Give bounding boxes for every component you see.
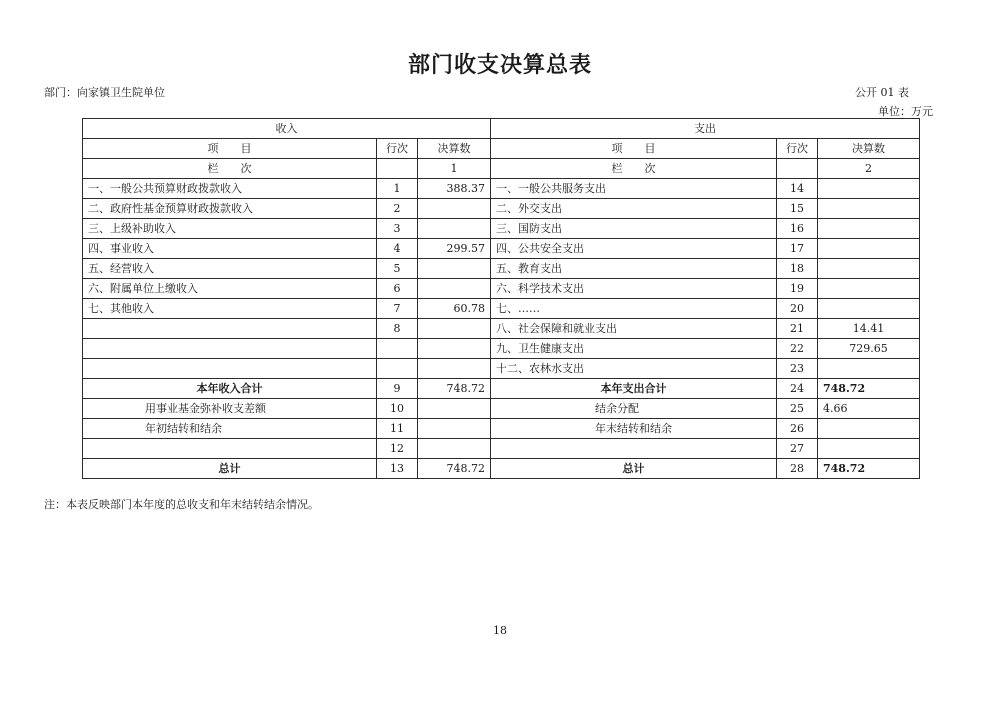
table-body (83, 119, 920, 479)
income-item (83, 319, 377, 339)
income-item: 三、上级补助收入 (83, 219, 377, 239)
income-item (83, 339, 377, 359)
blank-row (83, 439, 920, 459)
income-column-label: 栏 次 (83, 159, 377, 179)
fund-amount (418, 399, 491, 419)
income-amount: 299.57 (418, 239, 491, 259)
income-item: 五、经营收入 (83, 259, 377, 279)
expense-column-label: 栏 次 (491, 159, 777, 179)
table-row (83, 179, 920, 199)
blank-income-row: 12 (377, 439, 418, 459)
expense-item: 四、公共安全支出 (491, 239, 777, 259)
table-row (83, 259, 920, 279)
income-amount (418, 319, 491, 339)
expense-row-no-header: 行次 (777, 139, 818, 159)
grand-total-row (83, 459, 920, 479)
grand-expense-label: 总计 (491, 459, 777, 479)
income-amount (418, 259, 491, 279)
expense-item: 九、卫生健康支出 (491, 339, 777, 359)
table-row (83, 339, 920, 359)
expense-amount (818, 179, 920, 199)
income-header: 收入 (83, 119, 491, 139)
unit-label: 单位：万元 (878, 105, 933, 118)
income-item: 四、事业收入 (83, 239, 377, 259)
table-row (83, 219, 920, 239)
expense-item: 八、社会保障和就业支出 (491, 319, 777, 339)
expense-row-number: 14 (777, 179, 818, 199)
expense-item: 六、科学技术支出 (491, 279, 777, 299)
expense-row-number: 17 (777, 239, 818, 259)
page-title: 部门收支决算总表 (407, 53, 592, 78)
ending-carryover-amount (818, 419, 920, 439)
income-item: 七、其他收入 (83, 299, 377, 319)
expense-amount: 729.65 (818, 339, 920, 359)
page-number: 18 (493, 624, 507, 637)
expense-item: 十二、农林水支出 (491, 359, 777, 379)
income-amount: 388.37 (418, 179, 491, 199)
grand-expense-amount: 748.72 (818, 459, 920, 479)
income-row-number: 1 (377, 179, 418, 199)
year-income-label: 本年收入合计 (83, 379, 377, 399)
income-item: 一、一般公共预算财政拨款收入 (83, 179, 377, 199)
table-row (83, 239, 920, 259)
income-item: 二、政府性基金预算财政拨款收入 (83, 199, 377, 219)
income-row-number: 7 (377, 299, 418, 319)
expense-amount: 14.41 (818, 319, 920, 339)
expense-amount (818, 259, 920, 279)
year-expense-row: 24 (777, 379, 818, 399)
beginning-carryover-amount (418, 419, 491, 439)
grand-income-amount: 748.72 (418, 459, 491, 479)
grand-income-label: 总计 (83, 459, 377, 479)
table-header-row (83, 119, 920, 139)
income-row-number: 5 (377, 259, 418, 279)
table-cell (777, 159, 818, 179)
beginning-carryover-row: 11 (377, 419, 418, 439)
expense-column-number: 2 (818, 159, 920, 179)
expense-row-number: 15 (777, 199, 818, 219)
table-row (83, 199, 920, 219)
expense-row-number: 19 (777, 279, 818, 299)
income-row-number: 3 (377, 219, 418, 239)
form-number: 公开 01 表 (855, 86, 909, 99)
income-amount (418, 339, 491, 359)
income-row-number: 6 (377, 279, 418, 299)
income-item: 六、附属单位上缴收入 (83, 279, 377, 299)
expense-item: 二、外交支出 (491, 199, 777, 219)
ending-carryover-label: 年末结转和结余 (491, 419, 777, 439)
year-income-row: 9 (377, 379, 418, 399)
beginning-carryover-label: 年初结转和结余 (83, 419, 377, 439)
table-cell (491, 439, 777, 459)
table-row (83, 359, 920, 379)
year-expense-amount: 748.72 (818, 379, 920, 399)
income-row-number: 8 (377, 319, 418, 339)
expense-row-number: 22 (777, 339, 818, 359)
income-row-number (377, 339, 418, 359)
expense-amount (818, 299, 920, 319)
table-header-row (83, 139, 920, 159)
income-amount (418, 359, 491, 379)
expense-row-number: 23 (777, 359, 818, 379)
expense-amount (818, 279, 920, 299)
income-row-number (377, 359, 418, 379)
income-amount (418, 279, 491, 299)
income-amount-header: 决算数 (418, 139, 491, 159)
table-cell (418, 439, 491, 459)
expense-row-number: 16 (777, 219, 818, 239)
expense-item-header: 项 目 (491, 139, 777, 159)
income-column-number: 1 (418, 159, 491, 179)
table-cell (377, 159, 418, 179)
year-total-row (83, 379, 920, 399)
income-amount (418, 199, 491, 219)
surplus-distribution-row: 25 (777, 399, 818, 419)
budget-summary-table (82, 118, 920, 479)
income-amount: 60.78 (418, 299, 491, 319)
expense-item: 五、教育支出 (491, 259, 777, 279)
expense-item: 三、国防支出 (491, 219, 777, 239)
expense-item: 一、一般公共服务支出 (491, 179, 777, 199)
income-item (83, 359, 377, 379)
expense-header: 支出 (491, 119, 920, 139)
table-row (83, 319, 920, 339)
fund-row-number: 10 (377, 399, 418, 419)
table-header-row (83, 159, 920, 179)
income-row-number: 2 (377, 199, 418, 219)
carryover-row (83, 419, 920, 439)
ending-carryover-row: 26 (777, 419, 818, 439)
income-amount (418, 219, 491, 239)
blank-expense-row: 27 (777, 439, 818, 459)
table-row (83, 279, 920, 299)
expense-amount (818, 199, 920, 219)
expense-item: 七、…… (491, 299, 777, 319)
expense-row-number: 21 (777, 319, 818, 339)
department-label: 部门：向家镇卫生院单位 (44, 86, 165, 99)
fund-label: 用事业基金弥补收支差额 (83, 399, 377, 419)
grand-income-row: 13 (377, 459, 418, 479)
year-income-amount: 748.72 (418, 379, 491, 399)
income-row-no-header: 行次 (377, 139, 418, 159)
expense-amount (818, 219, 920, 239)
table-row (83, 299, 920, 319)
table-cell (83, 439, 377, 459)
year-expense-label: 本年支出合计 (491, 379, 777, 399)
expense-row-number: 20 (777, 299, 818, 319)
expense-amount-header: 决算数 (818, 139, 920, 159)
table-cell (818, 439, 920, 459)
surplus-distribution-label: 结余分配 (491, 399, 777, 419)
income-row-number: 4 (377, 239, 418, 259)
footnote: 注：本表反映部门本年度的总收支和年末结转结余情况。 (44, 498, 319, 511)
fund-row (83, 399, 920, 419)
surplus-distribution-amount: 4.66 (818, 399, 920, 419)
income-item-header: 项 目 (83, 139, 377, 159)
grand-expense-row: 28 (777, 459, 818, 479)
expense-amount (818, 359, 920, 379)
expense-amount (818, 239, 920, 259)
expense-row-number: 18 (777, 259, 818, 279)
